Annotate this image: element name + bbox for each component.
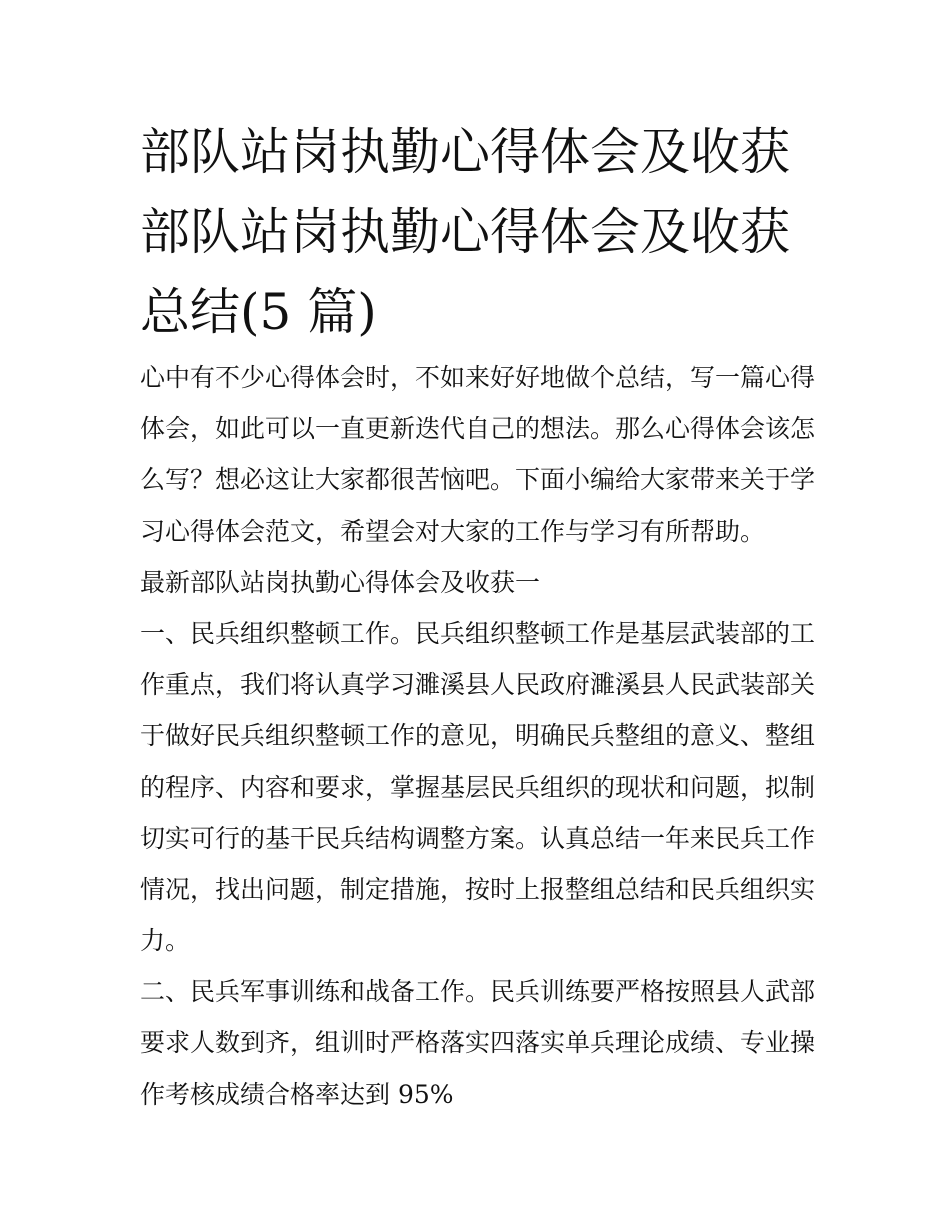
- paragraph-line: 于做好民兵组织整顿工作的意见，明确民兵整组的意义、整组: [140, 721, 816, 751]
- paragraph-line: 作重点，我们将认真学习濉溪县人民政府濉溪县人民武装部关: [140, 670, 816, 700]
- title-line: 总结(5 篇): [140, 283, 377, 341]
- document-body: [140, 352, 815, 1120]
- section-heading: 最新部队站岗执勤心得体会及收获一: [140, 567, 541, 597]
- intro-line: 么写？想必这让大家都很苦恼吧。下面小编给大家带来关于学: [140, 465, 816, 495]
- title-line: 部队站岗执勤心得体会及收获: [140, 123, 790, 181]
- document-title: [140, 112, 820, 352]
- paragraph-line: 要求人数到齐，组训时严格落实四落实单兵理论成绩、专业操: [140, 1028, 816, 1058]
- paragraph-line: 一、民兵组织整顿工作。民兵组织整顿工作是基层武装部的工: [140, 618, 816, 648]
- paragraph-line: 切实可行的基干民兵结构调整方案。认真总结一年来民兵工作: [140, 823, 816, 853]
- paragraph-line: 力。: [140, 926, 191, 956]
- title-line: 部队站岗执勤心得体会及收获: [140, 203, 790, 261]
- paragraph-line: 作考核成绩合格率达到 95%: [140, 1079, 454, 1109]
- paragraph-line: 的程序、内容和要求，掌握基层民兵组织的现状和问题，拟制: [140, 772, 816, 802]
- intro-line: 习心得体会范文，希望会对大家的工作与学习有所帮助。: [140, 516, 766, 546]
- paragraph-line: 情况，找出问题，制定措施，按时上报整组总结和民兵组织实: [140, 874, 816, 904]
- intro-line: 体会，如此可以一直更新迭代自己的想法。那么心得体会该怎: [140, 414, 816, 444]
- paragraph-line: 二、民兵军事训练和战备工作。民兵训练要严格按照县人武部: [140, 977, 816, 1007]
- intro-line: 心中有不少心得体会时，不如来好好地做个总结，写一篇心得: [140, 363, 816, 392]
